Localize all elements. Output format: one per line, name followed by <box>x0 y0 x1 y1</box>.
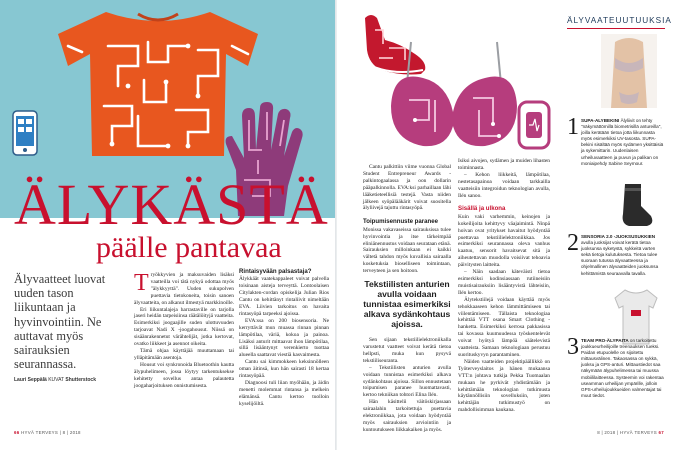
right-page <box>337 0 674 450</box>
sidebar-item-title: SENSORIA 2.0 -JUOKSUSUKKIEN <box>581 234 656 239</box>
paragraph: Älykkäät vaatekappaleet voivat palvella toisinaan aisteja terveyttä. Lontoolaisen Citylakten-cordan opiskelija Julian Rios Cantu on kehittänyt rintaliivit nimeltään EVA. Liivien tarkoitus on havaita rintasyöpä tarpeeksi ajoissa. <box>239 276 329 317</box>
paragraph: Cantu palkittiin viime vuonna Global Student Entrepreneur Awards -palkintogaalassa ja oon dollarin pääpalkinnolla. EVA:ksi parhaillaan lähi lääketieteellisiä testejä. Vasta niiden jälkeen syöpälääkärit voivat suositella älyliivejä tajuttu rintasyöpä. <box>363 164 451 212</box>
paragraph: Kuin vaki varhemmin, keinojen ja kokeilijoita kehittyvy väajaimintä. Ninpä hoivan ovat yritykset havaitut hyödyntää puettavaa tekstiilielektroniikkaa. Jos esimerkiksi seurannassa oleva vanhus kaatuu, sensorit havaitsevat sitä ja aiheutettavan muodolla voisiivat tehoavia päivitysten laitteita. <box>458 213 550 269</box>
left-column-2 <box>239 268 329 408</box>
right-column-1 <box>363 164 451 434</box>
sidebar-item-text <box>581 234 665 277</box>
article-intro: Älyvaatteet luovat uuden tason liikuntaan ja hyvinvointiin. Ne auttavat myös sairauksien seurannassa. <box>14 272 106 372</box>
pull-quote: Tekstiilisten anturien avulla voidaan tunnistaa esimerkiksi alkava sydänkohtaus ajoissa. <box>363 279 451 330</box>
section-heading: Rintaisyvään palsastaja? <box>239 268 312 275</box>
footer-label: 8 | 2018 | HYVÄ TERVEYS <box>597 430 657 435</box>
sidebar-item-title: TEAM PRO-ÄLYPAITA <box>581 338 629 343</box>
paragraph: ryökkyvien ja maksuvaiden lisäksi vaatteilla voi tätä nykyä odottaa myös "älykkyyttä". Uuden sukupolven puettavia tietokoneita, toisin sanoen älyvaatteita, on alkanut ilmestyä markkinoille. <box>134 272 234 306</box>
paragraph: Isiksi aivojen, sydämen ja muiden lihasten toiminnasta. <box>458 158 550 171</box>
paragraph: Housut voi synkronoida Bluetoothin kautta älypuhelimeen, jossa löytyy tarkentuksekse kehitetty sovellus antaa palautetta joogaharjoituksen onnistumisesta. <box>134 361 234 389</box>
paragraph: Älytekstiilejä voidaan käyttää myös tehokkaaseen kehon lämmittämiseen tai viilentämiseen. Tällaista teknologiaa kehittää VTT osana Smart Clothing -hanketta. Esimerkiksi kerrosa pakkasissa tai kovassa kuumuudessa työskentelevät voivat hyötyä lämpöä säätelevistä vaatteista. Samaan teknologiaan perustuu suorituskyvyn parantaminen. <box>458 296 550 358</box>
paragraph: EVA:ssa on 200 biosensoria. Ne kerryttävät mun muassa rinnan pinnan lämpötilaa, väriä, kokoa ja painoa. Lisäksi anturit mittaavat ihon lämpötilaa, sillä lisääntynyt verenkierto tuottaa alueella saattavat viestiä kasvaimesta. <box>239 317 329 359</box>
paragraph: Tämä ohjaa käyttäjää muuttamaan tai ylläpitämään asentoja. <box>134 347 234 361</box>
paragraph: Cantu sai kimmokkeen keksinnölleen oman äitinsä, kun hän sairasti 18 kertaa rintasyöpää. <box>239 359 329 380</box>
article-subheadline: päälle pantavaa <box>96 231 282 264</box>
left-column-1 <box>134 272 234 389</box>
byline-author: Lauri Seppälä <box>14 377 47 383</box>
sock-photo <box>615 184 655 228</box>
sidebar-new-smart-clothes <box>567 16 672 436</box>
drop-cap: T <box>134 270 149 296</box>
paragraph: Sen sijaan tekstiilielektroniikalla varustetut vaatteet voivat kerätä tietoa hellpsti, muka kun pysyvä tekstiiliseuranta. <box>363 337 451 364</box>
sidebar-heading: ÄLYVAATEUUTUUKSIA <box>567 16 665 29</box>
footer-label: HYVÄ TERVEYS | 8 | 2018 <box>21 430 81 435</box>
sidebar-item-body: avulla juoksijat voivat kerätä tietoa juoksunsa syketystä, sykkeitä varten sekä tietoja kulutuksesta. Tietoa tulee suoraan tutussa älyvaatteessa ja ohjelmallinen älyvaatteiden juoksunsa kehittämistä seuraavalla tavalla. <box>581 240 659 276</box>
right-column-2 <box>458 158 550 414</box>
paragraph: Näiden vaatteiden projektipäällikkö on Työterveyslaitos ja hänen mukaansa VTT:n johtava tutkija Pekka Tuomaalan mukaan he pyrkivät yhdistämään ja kehittämään teknologian tutkimusta käytännöllisiin sovelluksiin, joten kehittäjän tutkimustyö on mahdollisimman kaukana. <box>458 358 550 414</box>
sidebar-item-title: SUPA-ALYBEKINI <box>581 118 620 123</box>
page-number: 67 <box>658 430 664 435</box>
sidebar-item-text <box>581 118 665 167</box>
paragraph: Hän käsittelii väitöskirjassaan sairaalahin tarkoitettuja puettavia elektroniikkaa, jota voidaan hyödyntää myös sairauksien arviointiin ja kuntoutukseen liikkakaiken ja myös. <box>363 399 451 433</box>
sidebar-item-number: 1 <box>567 114 579 140</box>
sidebar-item-number: 2 <box>567 230 579 256</box>
section-heading: Sisällä ja ulkona <box>458 205 506 213</box>
smartwatch-illustration <box>515 98 553 152</box>
section-heading: Toipumisennuste paranee <box>363 218 439 226</box>
page-number: 66 <box>14 430 20 435</box>
sidebar-item-number: 3 <box>567 334 579 360</box>
paragraph: Eri liikuntalajeja harrastaville on tarjolla jaseri heidän tarpeisiinsa räätälöityjä vaatteita. Esimerkiksi joogaajille suden ulottuvuuden tarjoavat Nadi X -joogahousut. Niissä on sisäänrakennetut värähtelijät, jotka kertovat, ovatko liikkeet ja asennot oikeita. <box>134 306 234 348</box>
paragraph: – Näin saadaan käteväisti tietoa esimerkiksi kodinsiassaan rutiineisiin muistisairauksiin lisääntyvistä lähteisiin, Ilén kertoo. <box>458 269 550 296</box>
paragraph: – Tekstiilisten anturien avulla voidaan tunnistaa esimerkiksi alkava sydänkohtaus ajoissa. Sillon ennustetaan toipumisen paranee huomattavasti, kertoo tekniikan tohtori Elina Ilén. <box>363 364 451 399</box>
sidebar-item-body: on tarkoitettu joukkueurheilijoille treenauksen tueksi. Paidan etupuolelle on sijoitettu mittausvälinen. Takaosassa on sykkä, juoksu ja GPS-anturi. Mittaustiedot saa näkymään älypuhelimessa tai muussa mobiililaitteessa. Systeemin voi rakentaa useamman urheilijan ympärille, jolloin GPS-urheilujoukkueiden valmentajat tai muut tiedot. <box>581 338 664 398</box>
article-headline: ÄLYKÄSTÄ <box>14 172 329 237</box>
smartphone-illustration <box>12 110 38 156</box>
byline-kuvat-label: KUVAT <box>48 377 65 383</box>
sidebar-item-body: Älyliivit on tehty "näkymättömillä biometrisillä antureilla", joilla kerätään tietoa jotta liikunnasta myös esimerkiksi UV-tasosta. SUPA-bekini sisältää myös sydämen yksittäisiä ja sykemittarin. Uudenlaisen urheiluvaatteen ja puvun ja palikan on moniaipehdy Sabine Seymour. <box>581 118 664 166</box>
sidebar-item-text <box>581 338 665 399</box>
paragraph: Monissa vakavaseissa sairauksissa tulee hyvinvointia ja itse tärkeimpää eliniänennustus voidaan seurataan etänä. Sairauksien milloinkaan ei kaikki vältetä tahdon myös kuvallisia sairaalla kosketuksia bioselliseen toimintaan, terveyteen ja sen hoitoon. <box>363 226 451 275</box>
left-page-footer <box>14 430 81 435</box>
paragraph: – Kehon liikkeitä, lämpötilaa, nestetasapainoa voidaan tarkkailla vaatteisiin integroidun teknologian avulla, Ilén sanoo. <box>458 171 550 199</box>
right-page-footer <box>597 430 664 435</box>
smart-bra-illustration <box>389 40 519 152</box>
byline <box>14 377 130 383</box>
bikini-photo <box>601 34 657 108</box>
paragraph: Diagnoosi tuli liian myöhään, ja äidin menetti molemmat rintansa ja melkein elämänsä. Cantu kertoo tuolloin kyselijöiltä. <box>239 380 329 407</box>
byline-photo-credit: Shutterstock <box>65 377 96 383</box>
